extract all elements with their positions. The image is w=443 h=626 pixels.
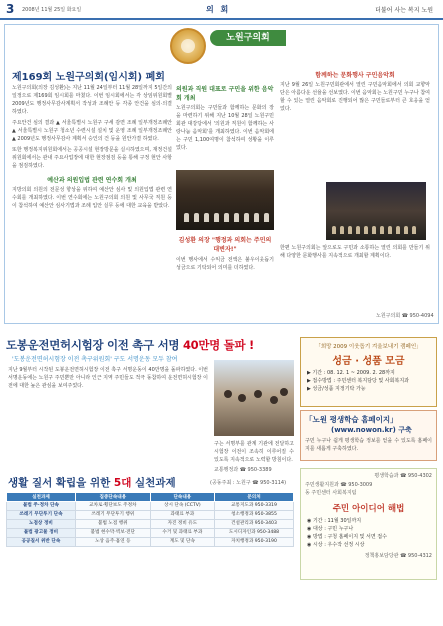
table-cell: 상시 단속 (CCTV) xyxy=(150,502,214,511)
donation-title-2: 성금 · 성품 모금 xyxy=(332,356,405,367)
budget-subheading: 예산과 의원입법 관련 연수회 개최 xyxy=(47,177,137,184)
homepage-paragraph: 구민 누구나 쉽게 평생학습 정보를 얻을 수 있도록 홈페이지를 새롭게 구축하였다. xyxy=(305,438,432,452)
petition-headline-count: 40만명 돌파 ! xyxy=(182,338,254,352)
music-paragraph: 지난 9월 26일 노원구민회관에서 열린 구민음악회에서 의회 교향악단은 아름다운 선율을 선보였다. 이번 음악회는 노원구민 누구나 참여할 수 있는 열린 음악회로 진행되어 많은 구민들로부터 큰 호응을 얻었다. xyxy=(280,82,430,112)
table-cell: 불법 노점 행위 xyxy=(75,520,150,529)
tasks-headline xyxy=(8,475,176,490)
budget-paragraph: 지방의회 의원의 전문성 향상을 위하여 예산안 심사 및 의원입법 관련 연수회를 개최하였다. 이번 연수회에는 노원구의회 의원 및 사무국 직원 등이 참석하여 예산안 심사기법과 조례 입안 실무 등에 대한 교육을 받았다. xyxy=(12,187,172,209)
table-cell: 불법 광고물 정비 xyxy=(7,529,76,538)
issue-date: 2008년 11월 25일 화요일 xyxy=(22,7,82,13)
table-header: 집중단속내용 xyxy=(75,493,150,502)
concert-caption: 김성환 의장 "행정과 의회는 주민의 대변자!" xyxy=(178,237,272,253)
table-cell: 건설관리과 950-3403 xyxy=(214,520,293,529)
council-seal-icon xyxy=(170,28,206,64)
petition-photo xyxy=(214,360,294,436)
tasks-headline-part-1: 생활 질서 확립을 위한 xyxy=(8,477,114,489)
table-cell: 노점상 정비 xyxy=(7,520,76,529)
table-cell: 노상 음주·흡연 등 xyxy=(75,538,150,547)
table-cell: 공공질서 위반 단속 xyxy=(7,538,76,547)
table-cell: 청소행정과 950-3855 xyxy=(214,511,293,520)
table-cell: 쓰레기 무단투기 단속 xyxy=(7,511,76,520)
table-row xyxy=(7,511,294,520)
table-cell: 불법 주·정차 단속 xyxy=(7,502,76,511)
section-name: 의 회 xyxy=(206,5,231,14)
session-headline: 제169회 노원구의회(임시회) 폐회 xyxy=(12,72,165,83)
idea-contact: 정책홍보담당관 ☎ 950-4312 xyxy=(364,553,432,559)
session-paragraph-1: 노원구의회(의장 김성환)는 지난 11월 24일부터 11월 28일까지 5일간의 일정으로 제169회 임시회를 마쳤다. 이번 임시회에서는 각 상임위원회별 2009년도 행정사무감사계획서 작성과 조례안 등 각종 안건을 심의·의결하였다. xyxy=(12,85,172,115)
donation-line-2: ▶ 접수방법 : 주민센터 복지담당 및 사회복지과 xyxy=(307,378,410,384)
homepage-contact: 평생학습과 ☎ 950-4302 xyxy=(374,473,432,479)
petition-paragraph-1: 지난 9월부터 시작된 도봉운전면허시험장 이전 촉구 서명운동이 40만명을 돌파하였다. 이번 서명운동에는 노원구 주민뿐만 아니라 인근 지역 주민들도 적극 동참하여 운전면허시험장 이전에 대한 높은 관심을 보여주었다. xyxy=(8,367,208,389)
table-header: 문의처 xyxy=(214,493,293,502)
table-cell: 교차로·횡단보도 주정차 xyxy=(75,502,150,511)
table-header: 단속내용 xyxy=(150,493,214,502)
table-row xyxy=(7,502,294,511)
table-cell: 불법 현수막·벽보·전단 xyxy=(75,529,150,538)
table-row xyxy=(7,520,294,529)
slogan: 더불어 사는 복지 노원 xyxy=(375,7,433,14)
concert-paragraph: 노원구의회는 구민들과 함께하는 문화의 장을 마련하기 위해 지난 10월 28일 노원구민회관 대강당에서 '의원과 직원이 함께하는 사랑나눔 음악회'를 개최하였다. 이번 음악회에는 구민 1,100여명이 참석하여 성황을 이루었다. xyxy=(176,105,274,151)
table-cell: 과태료 부과 xyxy=(150,511,214,520)
petition-subtitle: '도봉운전면허시험장 이전 촉구위원회' 구도 서명운동 모두 참여 xyxy=(12,356,178,363)
tasks-note: (공동주최 : 노원구 ☎ 950-3114) xyxy=(210,480,287,486)
tasks-headline-part-2: 실천과제 xyxy=(131,477,176,489)
homepage-url[interactable]: (www.nowon.kr) 구축 xyxy=(331,426,412,434)
idea-box xyxy=(300,468,437,580)
table-cell: 자진 정비 유도 xyxy=(150,520,214,529)
closing-paragraph: 한편 노원구의회는 앞으로도 구민과 소통하는 열린 의회를 만들기 위해 다양한 문화행사를 지속적으로 개최할 계획이다. xyxy=(280,245,430,259)
petition-contact: 교통행정과 ☎ 950-3389 xyxy=(214,467,272,473)
table-cell: 계도 및 단속 xyxy=(150,538,214,547)
petition-headline-main: 도봉운전면허시험장 이전 촉구 서명 xyxy=(6,338,183,352)
concert-subheading: 의원과 직원 대표로 구민을 위한 음악회 개최 xyxy=(176,86,274,102)
tasks-headline-count: 5대 xyxy=(113,477,132,489)
idea-item-4: ◉ 시상 : 우수작 선정 시상 xyxy=(307,542,365,548)
donation-line-3: ▶ 성금/성품 지정기탁 가능 xyxy=(307,386,366,392)
petition-headline xyxy=(6,337,254,353)
table-cell: 수거 및 과태료 부과 xyxy=(150,529,214,538)
session-paragraph-3: 또한 행정복지위원회에서는 공공시설 현장방문을 실시하였으며, 재정건설위원회에서는 관내 주요사업장에 대한 현장점검 등을 통해 구정 현안 사항을 점검하였다. xyxy=(12,147,172,169)
homepage-box xyxy=(300,410,437,461)
donation-contact-1: 주민생활지원과 ☎ 950-3009 xyxy=(305,482,373,488)
page-number: 3 xyxy=(6,2,15,16)
table-cell: 도시디자인과 950-3488 xyxy=(214,529,293,538)
donation-contact-2: 동 주민센터 사회복지팀 xyxy=(305,490,357,496)
petition-paragraph-2: 구는 서명부를 관계 기관에 전달하고 시험장 이전이 조속히 이루어질 수 있도록 지속적으로 노력할 방침이다. xyxy=(214,441,294,463)
homepage-title: 「노원 평생학습 홈페이지」 xyxy=(305,415,398,424)
table-cell: 교통지도과 950-3319 xyxy=(214,502,293,511)
concert-paragraph-2: 이번 행사에서 수익금 전액은 불우이웃돕기 성금으로 기탁되어 의미를 더하였다. xyxy=(176,257,274,271)
session-paragraph-2: 주요안건 심의 결과 ▲ 서울특별시 노원구 구세 감면 조례 일부개정조례안 ▲ 서울특별시 노원구 청소년 수련시설 설치 및 운영 조례 일부개정조례안 ▲ 2009년도 행정사무감사 계획서 승인의 건 등을 원안가결 하였다. xyxy=(12,120,172,142)
idea-item-2: ◉ 대상 : 구민 누구나 xyxy=(307,526,354,532)
table-cell: 자치행정과 950-3190 xyxy=(214,538,293,547)
donation-line-1: ▶ 기간 : 08. 12. 1 ~ 2009. 2. 28까지 xyxy=(307,370,395,376)
page-header xyxy=(0,0,443,20)
table-row xyxy=(7,538,294,547)
concert-photo xyxy=(176,170,274,230)
table-cell: 쓰레기 무단투기 행위 xyxy=(75,511,150,520)
idea-item-3: ◉ 방법 : 구청 홈페이지 및 서면 접수 xyxy=(307,534,387,540)
donation-title-1: 「희망 2009 이웃돕기 겨울보내기 캠페인」 xyxy=(315,344,422,350)
table-header: 실천과제 xyxy=(7,493,76,502)
idea-title: 주민 아이디어 해법 xyxy=(332,504,405,514)
council-contact: 노원구의회 ☎ 950-4094 xyxy=(376,313,434,319)
music-subheading: 함께하는 문화행사 구민음악회 xyxy=(315,72,395,79)
council-banner: 노원구의회 xyxy=(210,30,286,46)
table-row xyxy=(7,529,294,538)
idea-item-1: ◉ 기간 : 11월 30일까지 xyxy=(307,518,362,524)
donation-campaign-box xyxy=(300,337,437,407)
tasks-table xyxy=(6,492,294,547)
orchestra-photo xyxy=(326,182,426,240)
